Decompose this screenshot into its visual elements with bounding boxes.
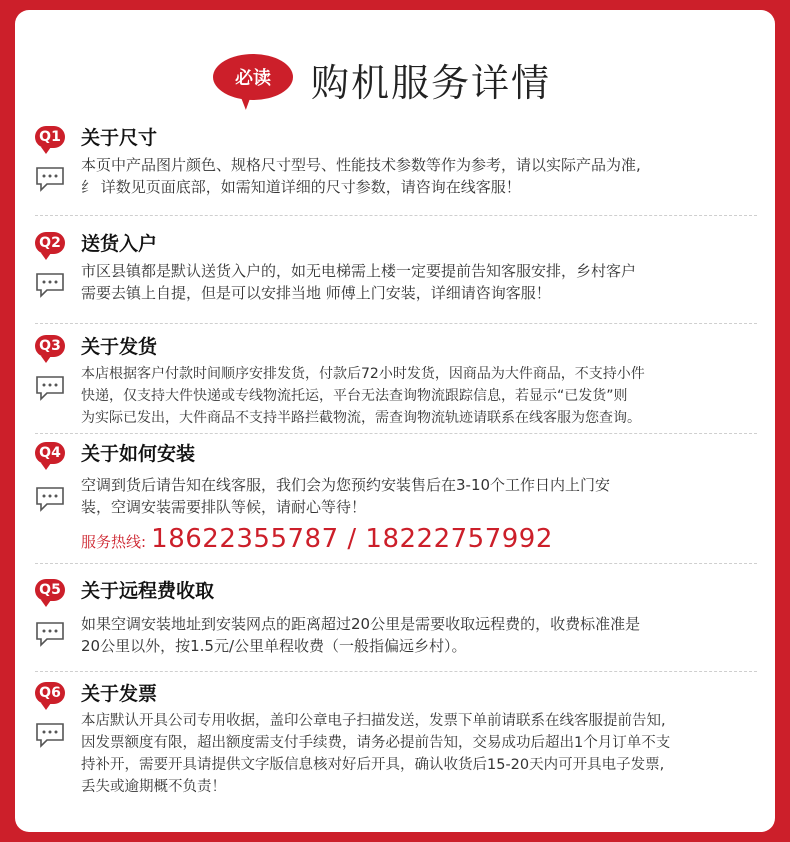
hotline-numbers[interactable]: 18622355787 / 18222757992 xyxy=(151,524,553,554)
chat-bubble-icon xyxy=(35,621,65,647)
question-badge: Q3 xyxy=(35,335,65,357)
page-title: 购机服务详情 xyxy=(311,61,552,105)
answer-line: 市区县镇都是默认送货入户的，如无电梯需上楼一定要提前告知客服安排，乡村客户 xyxy=(81,262,637,280)
chat-bubble-icon xyxy=(35,166,65,192)
answer-text xyxy=(81,363,761,429)
answer-line: 20公里以外，按1.5元/公里单程收费（一般指偏远乡村）。 xyxy=(81,637,467,655)
service-details-card xyxy=(15,10,775,832)
answer-text xyxy=(81,474,761,518)
chat-bubble-icon xyxy=(35,375,65,401)
answer-text xyxy=(81,154,761,198)
answer-line: 如果空调安装地址到安装网点的距离超过20公里是需要收取远程费的，收费标准准是 xyxy=(81,615,641,633)
question-title: 关于尺寸 xyxy=(81,127,158,149)
chat-bubble-icon xyxy=(35,486,65,512)
answer-line: 需要去镇上自提，但是可以安排当地 师傅上门安装，详细请咨询客服！ xyxy=(81,284,551,302)
answer-text xyxy=(81,710,761,798)
question-title: 关于如何安装 xyxy=(81,443,196,465)
divider xyxy=(35,215,757,216)
question-badge: Q1 xyxy=(35,126,65,148)
header xyxy=(15,48,775,118)
must-read-badge: 必读 xyxy=(213,54,293,100)
question-badge: Q6 xyxy=(35,682,65,704)
question-badge: Q4 xyxy=(35,442,65,464)
answer-line: 纟 详数见页面底部，如需知道详细的尺寸参数，请咨询在线客服！ xyxy=(81,178,521,196)
answer-line: 因发票额度有限，超出额度需支付手续费，请务必提前告知，交易成功后超出1个月订单不支 xyxy=(81,735,671,751)
answer-text xyxy=(81,260,761,304)
question-badge: Q5 xyxy=(35,579,65,601)
answer-line: 本店根据客户付款时间顺序安排发货，付款后72小时发货，因商品为大件商品，不支持小件 xyxy=(81,366,645,382)
answer-line: 装，空调安装需要排队等候，请耐心等待！ xyxy=(81,498,367,516)
answer-line: 持补开，需要开具请提供文字版信息核对好后开具，确认收货后15-20天内可开具电子发票, xyxy=(81,757,665,773)
answer-line: 本店默认开具公司专用收据，盖印公章电子扫描发送，发票下单前请联系在线客服提前告知, xyxy=(81,713,666,729)
answer-text xyxy=(81,613,761,657)
chat-bubble-icon xyxy=(35,272,65,298)
answer-line: 空调到货后请告知在线客服，我们会为您预约安装售后在3-10个工作日内上门安 xyxy=(81,476,611,494)
divider xyxy=(35,671,757,672)
question-title: 关于远程费收取 xyxy=(81,580,215,602)
divider xyxy=(35,323,757,324)
service-hotline xyxy=(81,524,553,554)
hotline-label: 服务热线: xyxy=(81,533,147,551)
question-badge: Q2 xyxy=(35,232,65,254)
question-title: 关于发票 xyxy=(81,683,158,705)
chat-bubble-icon xyxy=(35,722,65,748)
divider xyxy=(35,433,757,434)
answer-line: 丢失或逾期概不负责！ xyxy=(81,779,226,795)
answer-line: 快递，仅支持大件快递或专线物流托运，平台无法查询物流跟踪信息，若显示“已发货”则 xyxy=(81,388,628,404)
answer-line: 为实际已发出，大件商品不支持半路拦截物流，需查询物流轨迹请联系在线客服为您查询。 xyxy=(81,410,641,426)
question-title: 关于发货 xyxy=(81,336,158,358)
question-title: 送货入户 xyxy=(81,233,158,255)
answer-line: 本页中产品图片颜色、规格尺寸型号、性能技术参数等作为参考，请以实际产品为准, xyxy=(81,156,641,174)
divider xyxy=(35,563,757,564)
